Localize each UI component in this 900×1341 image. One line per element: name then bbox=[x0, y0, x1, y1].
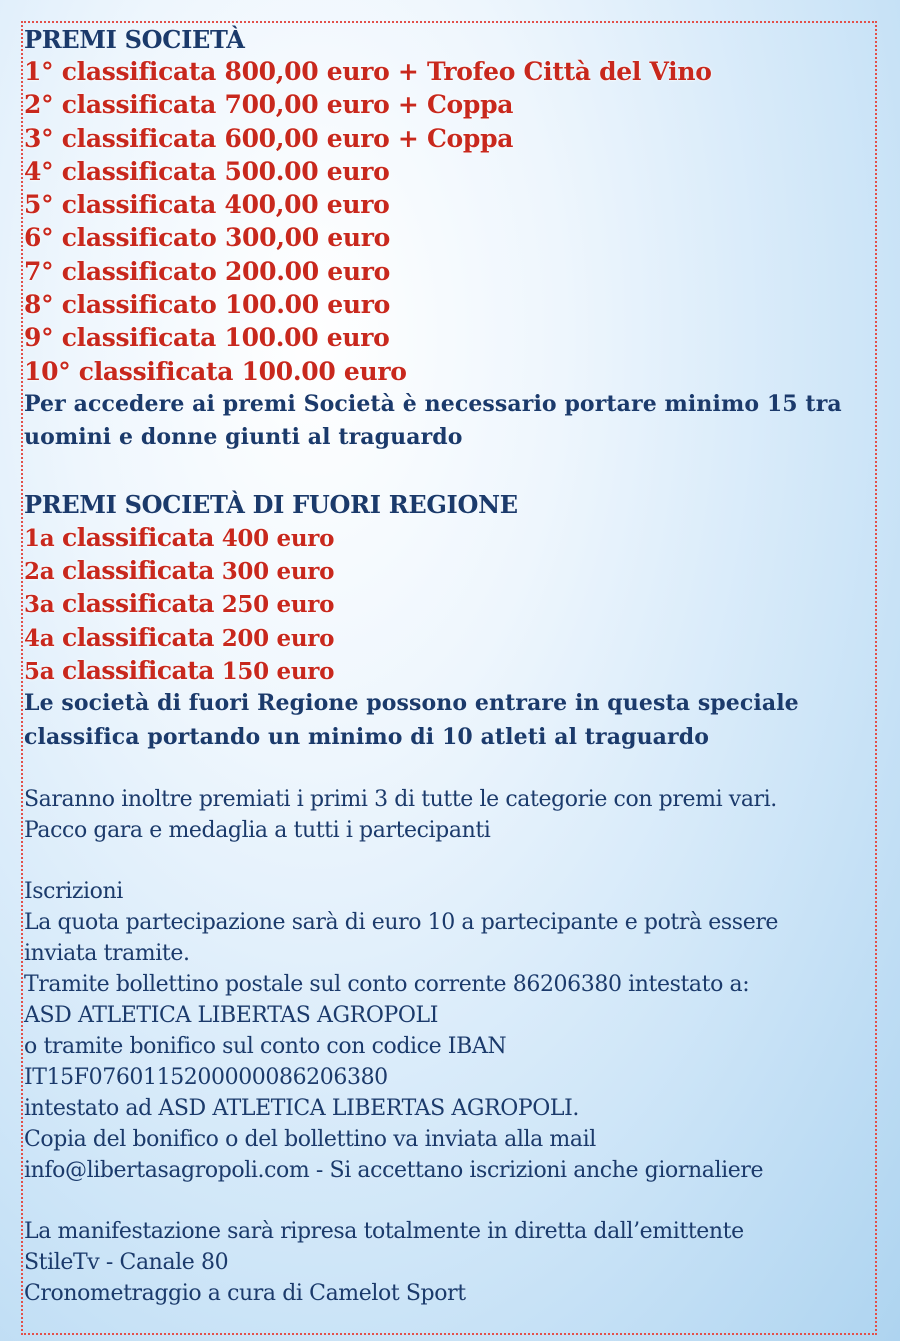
prize-line: 4° classificata 500.00 euro bbox=[24, 156, 390, 186]
spacer bbox=[24, 754, 874, 784]
prize-amount: 200 euro bbox=[214, 624, 335, 652]
registration-line: Copia del bonifico o del bollettino va inviata alla mail bbox=[24, 1126, 596, 1152]
prize-rank: 3a bbox=[24, 591, 63, 619]
prize-label: classificata bbox=[62, 522, 214, 552]
prize-line: 3° classificata 600,00 euro + Coppa bbox=[24, 123, 514, 153]
prize-amount: 400 euro bbox=[214, 524, 335, 552]
prize-line: 10° classificata 100.00 euro bbox=[24, 356, 407, 386]
registration-line: inviata tramite. bbox=[24, 940, 190, 966]
society-prizes-title: PREMI SOCIETÀ bbox=[24, 25, 245, 54]
prize-line: 1° classificata 800,00 euro + Trofeo Città del Vino bbox=[24, 57, 712, 86]
registration-line: La quota partecipazione sarà di euro 10 a partecipante e potrà essere bbox=[24, 909, 779, 935]
broadcast-line: La manifestazione sarà ripresa totalmente in diretta dall’emittente bbox=[24, 1218, 744, 1244]
prize-label: classificata bbox=[62, 589, 214, 619]
prize-line: 9° classificata 100.00 euro bbox=[24, 323, 390, 353]
iban-code: IT15F0760115200000086206380 bbox=[24, 1064, 388, 1090]
prize-label: classificata bbox=[62, 556, 214, 586]
prize-rank: 5a bbox=[24, 658, 63, 686]
prize-rank: 1a bbox=[24, 524, 63, 552]
spacer bbox=[24, 846, 874, 876]
out-of-region-note: Le società di fuori Regione possono entrare in questa speciale bbox=[24, 690, 799, 717]
society-prizes-section bbox=[24, 24, 874, 455]
out-of-region-prize-line bbox=[24, 654, 874, 687]
prize-label: classificata bbox=[62, 656, 214, 686]
registration-heading: Iscrizioni bbox=[24, 878, 123, 904]
contact-email-line: info@libertasagropoli.com - Si accettano iscrizioni anche giornaliere bbox=[24, 1157, 764, 1183]
spacer bbox=[24, 455, 874, 488]
registration-line: o tramite bonifico sul conto con codice IBAN bbox=[24, 1033, 507, 1059]
flyer-content bbox=[24, 24, 874, 1309]
broadcast-line: StileTv - Canale 80 bbox=[24, 1249, 229, 1275]
society-prizes-note: Per accedere ai premi Società è necessario portare minimo 15 tra bbox=[24, 390, 842, 417]
broadcast-section bbox=[24, 1216, 874, 1309]
prize-line: 2° classificata 700,00 euro + Coppa bbox=[24, 90, 514, 120]
broadcast-line: Cronometraggio a cura di Camelot Sport bbox=[24, 1280, 466, 1306]
extra-prizes-line: Saranno inoltre premiati i primi 3 di tutte le categorie con premi vari. bbox=[24, 786, 777, 812]
out-of-region-prize-line bbox=[24, 554, 874, 587]
registration-section bbox=[24, 876, 874, 1186]
registration-line: intestato ad ASD ATLETICA LIBERTAS AGROPOLI. bbox=[24, 1095, 580, 1121]
out-of-region-prize-line bbox=[24, 587, 874, 620]
prize-rank: 2a bbox=[24, 558, 63, 586]
registration-line: Tramite bollettino postale sul conto corrente 86206380 intestato a: bbox=[24, 971, 750, 997]
prize-rank: 4a bbox=[24, 624, 63, 652]
prize-line: 7° classificato 200.00 euro bbox=[24, 256, 390, 286]
out-of-region-prize-line bbox=[24, 621, 874, 654]
prize-amount: 300 euro bbox=[214, 558, 335, 586]
out-of-region-prizes-section bbox=[24, 488, 874, 754]
prize-amount: 250 euro bbox=[214, 591, 335, 619]
prize-line: 8° classificato 100.00 euro bbox=[24, 290, 390, 320]
club-name: ASD ATLETICA LIBERTAS AGROPOLI bbox=[24, 1002, 439, 1028]
spacer bbox=[24, 1186, 874, 1216]
extra-prizes-line: Pacco gara e medaglia a tutti i partecipanti bbox=[24, 817, 491, 843]
prize-label: classificata bbox=[62, 622, 214, 652]
prize-line: 6° classificato 300,00 euro bbox=[24, 223, 390, 253]
out-of-region-note: classifica portando un minimo di 10 atleti al traguardo bbox=[24, 723, 709, 750]
extra-prizes-section bbox=[24, 784, 874, 846]
out-of-region-title: PREMI SOCIETÀ DI FUORI REGIONE bbox=[24, 489, 518, 519]
out-of-region-prize-line bbox=[24, 521, 874, 554]
prize-amount: 150 euro bbox=[214, 658, 335, 686]
society-prizes-note: uomini e donne giunti al traguardo bbox=[24, 424, 463, 451]
prize-line: 5° classificata 400,00 euro bbox=[24, 190, 390, 220]
